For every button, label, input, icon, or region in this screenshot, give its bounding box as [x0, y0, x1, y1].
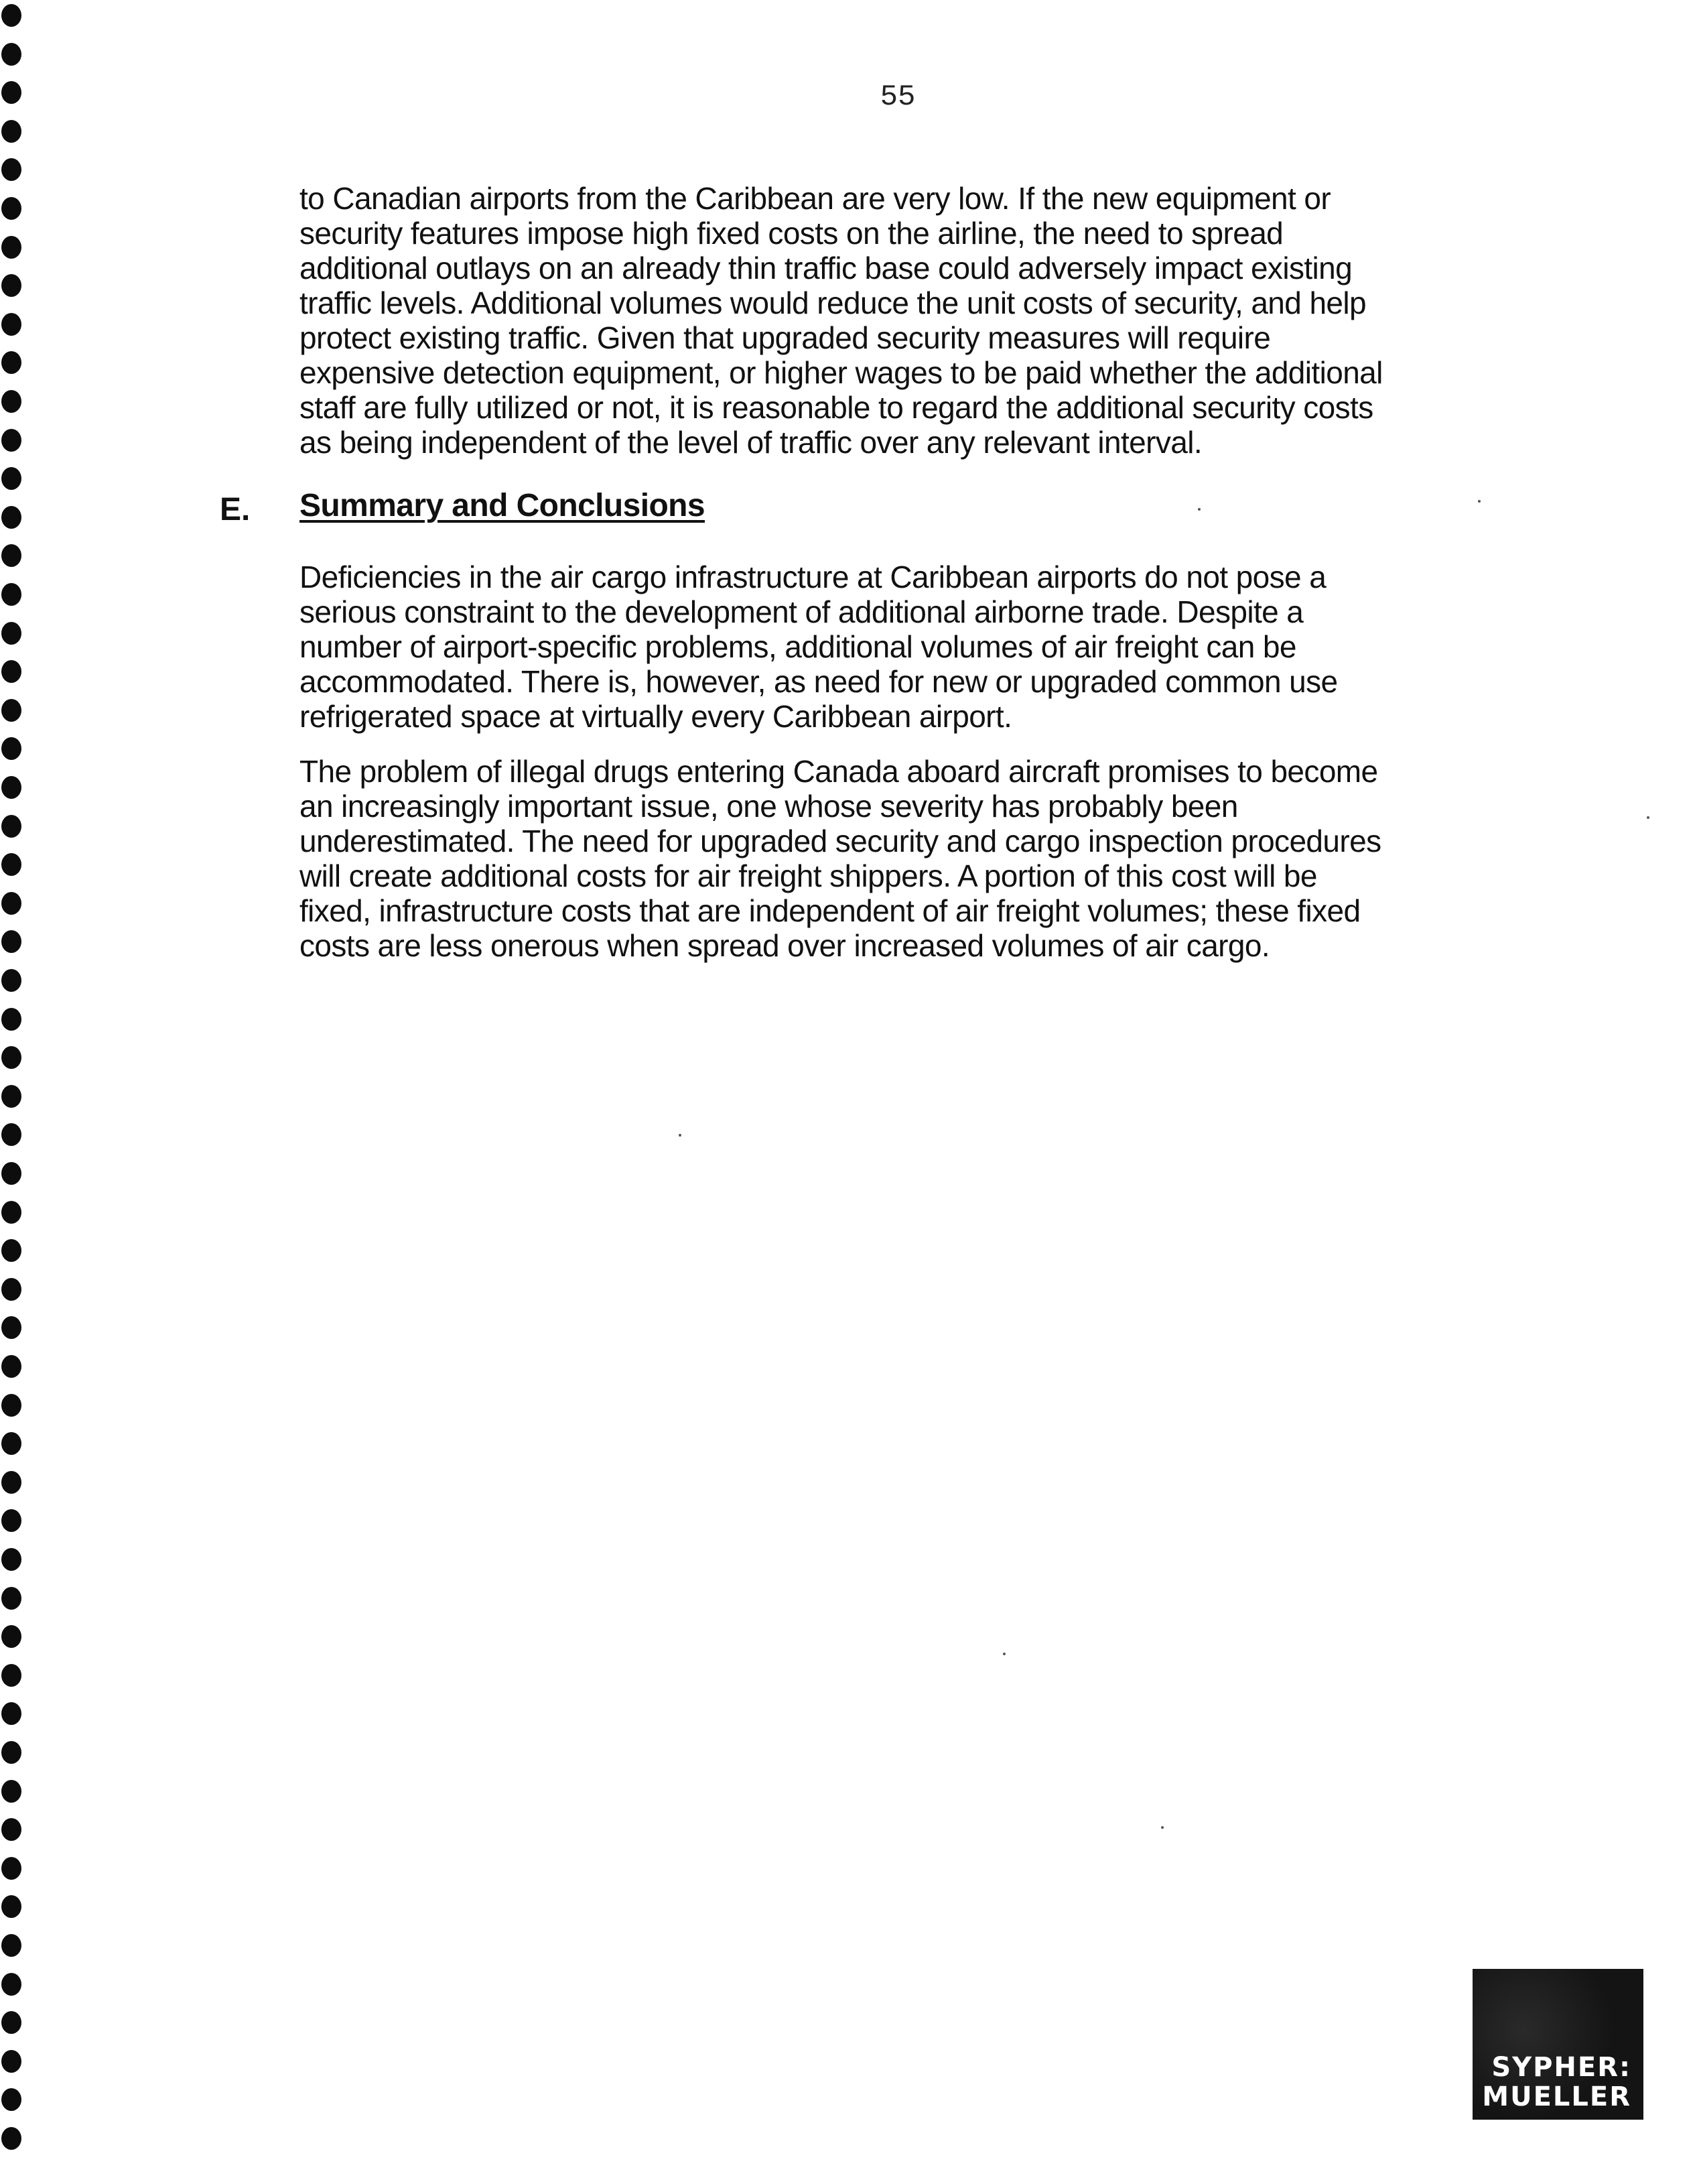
- text-line: will create additional costs for air freight shippers. A portion of this cost will be: [299, 858, 1317, 893]
- sypher-mueller-logo: [1473, 1969, 1643, 2120]
- binding-hole: [1, 1316, 21, 1339]
- paragraph-security-costs: [299, 181, 1559, 460]
- binding-hole: [1, 1625, 21, 1648]
- binding-hole: [1, 1432, 21, 1455]
- text-line: to Canadian airports from the Caribbean are very low. If the new equipment or: [299, 181, 1331, 216]
- binding-hole: [1, 4, 21, 27]
- scan-speck: [1478, 500, 1481, 503]
- binding-hole: [1, 1741, 21, 1764]
- text-line: staff are fully utilized or not, it is reasonable to regard the additional security costs: [299, 390, 1373, 425]
- binding-hole: [1, 1934, 21, 1957]
- binding-hole: [1, 158, 21, 181]
- binding-hole: [1, 1664, 21, 1687]
- binding-hole: [1, 1818, 21, 1841]
- text-line: Deficiencies in the air cargo infrastructure at Caribbean airports do not pose a: [299, 560, 1327, 594]
- binding-hole: [1, 815, 21, 838]
- binding-hole: [1, 544, 21, 567]
- binding-hole: [1, 120, 21, 143]
- binding-hole: [1, 390, 21, 413]
- binding-hole: [1, 1355, 21, 1378]
- page-number: 55: [880, 80, 916, 114]
- scan-speck: [679, 1134, 681, 1137]
- logo-text-line-1: SYPHER:: [1491, 2052, 1631, 2083]
- binding-hole: [1, 1008, 21, 1031]
- text-line: as being independent of the level of traffic over any relevant interval.: [299, 425, 1203, 460]
- spiral-binding: [0, 0, 27, 2184]
- binding-hole: [1, 622, 21, 645]
- binding-hole: [1, 43, 21, 66]
- binding-hole: [1, 467, 21, 490]
- text-line: refrigerated space at virtually every Caribbean airport.: [299, 699, 1012, 734]
- binding-hole: [1, 274, 21, 297]
- binding-hole: [1, 1857, 21, 1880]
- binding-hole: [1, 892, 21, 915]
- binding-hole: [1, 1394, 21, 1417]
- binding-hole: [1, 506, 21, 529]
- binding-hole: [1, 969, 21, 992]
- binding-hole: [1, 1471, 21, 1494]
- scan-speck: [1198, 508, 1201, 511]
- binding-hole: [1, 853, 21, 876]
- binding-hole: [1, 236, 21, 259]
- text-line: underestimated. The need for upgraded security and cargo inspection procedures: [299, 824, 1381, 858]
- binding-hole: [1, 1085, 21, 1108]
- binding-hole: [1, 197, 21, 220]
- text-line: number of airport-specific problems, additional volumes of air freight can be: [299, 629, 1296, 664]
- binding-hole: [1, 1123, 21, 1146]
- binding-hole: [1, 1278, 21, 1301]
- binding-hole: [1, 1973, 21, 1996]
- text-line: traffic levels. Additional volumes would reduce the unit costs of security, and help: [299, 285, 1367, 320]
- binding-hole: [1, 1702, 21, 1725]
- binding-hole: [1, 2088, 21, 2111]
- binding-hole: [1, 1201, 21, 1224]
- text-line: costs are less onerous when spread over increased volumes of air cargo.: [299, 928, 1270, 963]
- binding-hole: [1, 1780, 21, 1803]
- text-line: security features impose high fixed costs on the airline, the need to spread: [299, 216, 1284, 251]
- scan-speck: [1003, 1653, 1006, 1655]
- binding-hole: [1, 2011, 21, 2034]
- binding-hole: [1, 313, 21, 336]
- binding-hole: [1, 81, 21, 104]
- text-line: additional outlays on an already thin traffic base could adversely impact existing: [299, 251, 1353, 285]
- section-title: Summary and Conclusions: [299, 488, 705, 523]
- binding-hole: [1, 930, 21, 953]
- binding-hole: [1, 1509, 21, 1532]
- binding-hole: [1, 1895, 21, 1918]
- binding-hole: [1, 583, 21, 606]
- section-letter: E.: [220, 492, 251, 527]
- text-line: fixed, infrastructure costs that are independent of air freight volumes; these fixed: [299, 893, 1361, 928]
- text-line: serious constraint to the development of additional airborne trade. Despite a: [299, 594, 1304, 629]
- binding-hole: [1, 1587, 21, 1610]
- text-line: accommodated. There is, however, as need for new or upgraded common use: [299, 664, 1338, 699]
- text-line: expensive detection equipment, or higher wages to be paid whether the additional: [299, 355, 1383, 390]
- scan-speck: [1161, 1826, 1164, 1829]
- binding-hole: [1, 660, 21, 683]
- logo-text-line-2: MUELLER: [1482, 2081, 1631, 2112]
- scan-speck: [1647, 816, 1649, 819]
- binding-hole: [1, 351, 21, 374]
- binding-hole: [1, 737, 21, 760]
- binding-hole: [1, 699, 21, 722]
- binding-hole: [1, 1046, 21, 1069]
- binding-hole: [1, 1162, 21, 1185]
- text-line: protect existing traffic. Given that upgraded security measures will require: [299, 320, 1271, 355]
- binding-hole: [1, 2127, 21, 2150]
- binding-hole: [1, 1239, 21, 1262]
- text-line: The problem of illegal drugs entering Canada aboard aircraft promises to become: [299, 754, 1378, 789]
- text-line: an increasingly important issue, one whose severity has probably been: [299, 789, 1238, 824]
- binding-hole: [1, 2050, 21, 2073]
- paragraph-infrastructure: [299, 560, 1559, 734]
- binding-hole: [1, 1548, 21, 1571]
- binding-hole: [1, 776, 21, 799]
- binding-hole: [1, 429, 21, 452]
- paragraph-illegal-drugs: [299, 754, 1559, 963]
